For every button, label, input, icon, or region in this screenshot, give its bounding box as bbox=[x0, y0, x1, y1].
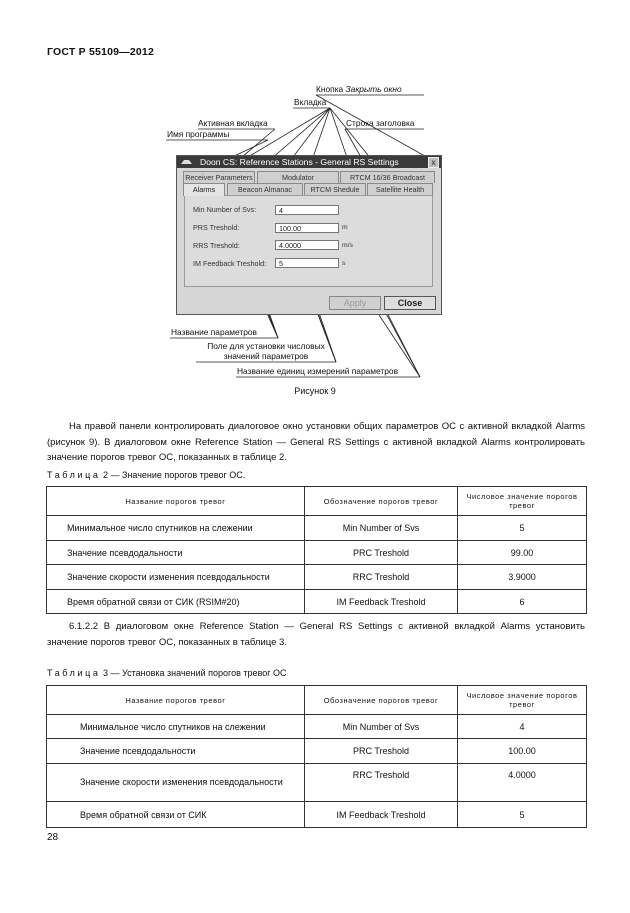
table-row bbox=[47, 764, 587, 802]
prs-treshold-input[interactable]: 100.00 bbox=[275, 223, 339, 233]
table-2-header-name: Название порогов тревог bbox=[47, 487, 305, 516]
param-label-im-feedback: IM Feedback Treshold: bbox=[193, 259, 267, 268]
callout-close-button-prefix: Кнопка bbox=[316, 84, 346, 94]
close-icon: x bbox=[431, 158, 436, 167]
table-2-header-row bbox=[47, 487, 587, 516]
min-svs-input[interactable]: 4 bbox=[275, 205, 339, 215]
table-cell: Значение скорости изменения псевдодальности bbox=[47, 565, 305, 590]
table-row bbox=[47, 516, 587, 541]
param-label-min-svs: Min Number of Svs: bbox=[193, 205, 257, 214]
table-cell: IM Feedback Treshold bbox=[305, 590, 458, 614]
table-cell: Значение псевдодальности bbox=[47, 739, 305, 764]
tab-beacon-almanac[interactable]: Beacon Almanac bbox=[227, 183, 303, 195]
unit-prs: m bbox=[342, 224, 348, 231]
table-row bbox=[47, 715, 587, 739]
tab-alarms[interactable]: Alarms bbox=[183, 183, 225, 196]
callout-close-button-italic: Закрыть окно bbox=[345, 84, 402, 94]
tab-modulator[interactable]: Modulator bbox=[257, 171, 339, 183]
dialog-window bbox=[176, 155, 442, 315]
table-cell: Min Number of Svs bbox=[305, 715, 458, 739]
figure-9 bbox=[0, 0, 630, 400]
table-cell: 4.0000 bbox=[458, 764, 587, 802]
table-cell: RRC Treshold bbox=[305, 764, 458, 802]
tab-receiver-parameters[interactable]: Receiver Parameters bbox=[183, 171, 255, 183]
param-label-prs: PRS Treshold: bbox=[193, 223, 240, 232]
table-row bbox=[47, 739, 587, 764]
title-bar bbox=[177, 156, 441, 168]
callout-program-name: Имя программы bbox=[167, 129, 230, 139]
tab-rtcm-broadcast[interactable]: RTCM 16/36 Broadcast bbox=[340, 171, 435, 183]
table-cell: 5 bbox=[458, 802, 587, 828]
table-row bbox=[47, 590, 587, 614]
tab-satellite-health[interactable]: Satellite Health bbox=[367, 183, 433, 195]
table-3 bbox=[46, 685, 587, 828]
window-title-text: Reference Stations - General RS Settings bbox=[239, 157, 399, 167]
callout-input-field-line1: Поле для установки числовых bbox=[207, 341, 325, 351]
table-3-header-designation: Обозначение порогов тревог bbox=[305, 686, 458, 715]
table-cell: PRC Treshold bbox=[305, 739, 458, 764]
table-row bbox=[47, 802, 587, 828]
table-cell: IM Feedback Treshold bbox=[305, 802, 458, 828]
im-feedback-input[interactable]: 5 bbox=[275, 258, 339, 268]
table-cell: RRC Treshold bbox=[305, 565, 458, 590]
table-2-caption bbox=[47, 470, 245, 480]
table-3-caption bbox=[47, 668, 287, 678]
paragraph-2: 6.1.2.2 В диалоговом окне Reference Station — General RS Settings с активной вкладкой Alarms установить значение порогов тревог ОС, показанных в таблице 3. bbox=[47, 621, 585, 648]
callout-input-field bbox=[194, 341, 338, 361]
callout-close-button bbox=[316, 84, 402, 94]
table-cell: 5 bbox=[458, 516, 587, 541]
close-window-button[interactable] bbox=[428, 157, 439, 168]
table-2 bbox=[46, 486, 587, 614]
program-name: Doon CS: bbox=[200, 157, 238, 167]
table-cell: Время обратной связи от СИК bbox=[47, 802, 305, 828]
table-2-caption-rest: 2 — Значение порогов тревог ОС. bbox=[100, 470, 246, 480]
table-3-header-row bbox=[47, 686, 587, 715]
table-2-header-value: Числовое значение порогов тревог bbox=[458, 487, 587, 516]
table-3-caption-word: Таблица bbox=[47, 668, 101, 678]
param-label-rrs: RRS Treshold: bbox=[193, 241, 240, 250]
paragraph-1: На правой панели контролировать диалоговое окно установки общих параметров ОС с активной вкладкой Alarms (рисунок 9). В диалоговом окне Reference Station — General RS Settings с активной вкладкой Alarms контролировать значение порогов тревог ОС, показанных в таблице 2. bbox=[47, 421, 585, 463]
document-header: ГОСТ Р 55109—2012 bbox=[47, 46, 155, 58]
unit-im-feedback: s bbox=[342, 260, 346, 267]
table-row bbox=[47, 541, 587, 565]
system-menu-icon[interactable] bbox=[181, 159, 192, 165]
table-cell: Min Number of Svs bbox=[305, 516, 458, 541]
figure-caption: Рисунок 9 bbox=[294, 386, 336, 396]
table-row bbox=[47, 565, 587, 590]
table-cell: 100.00 bbox=[458, 739, 587, 764]
table-3-header-name: Название порогов тревог bbox=[47, 686, 305, 715]
rrs-treshold-input[interactable]: 4.0000 bbox=[275, 240, 339, 250]
tab-rtcm-shedule[interactable]: RTCM Shedule bbox=[304, 183, 366, 195]
table-2-header-designation: Обозначение порогов тревог bbox=[305, 487, 458, 516]
table-cell: Значение псевдодальности bbox=[47, 541, 305, 565]
table-cell: PRC Treshold bbox=[305, 541, 458, 565]
close-button[interactable]: Close bbox=[384, 296, 436, 310]
callout-title-bar: Строка заголовка bbox=[346, 118, 415, 128]
callout-active-tab: Активная вкладка bbox=[198, 118, 268, 128]
table-cell: 3.9000 bbox=[458, 565, 587, 590]
table-cell: 4 bbox=[458, 715, 587, 739]
window-title bbox=[200, 156, 399, 168]
apply-button[interactable]: Apply bbox=[329, 296, 381, 310]
unit-rrs: m/s bbox=[342, 242, 353, 249]
table-2-caption-word: Таблица bbox=[47, 470, 101, 480]
table-cell: Значение скорости изменения псевдодальности bbox=[47, 764, 305, 802]
page-number: 28 bbox=[47, 832, 59, 843]
callout-tab: Вкладка bbox=[294, 97, 327, 107]
callout-unit-names: Название единиц измерений параметров bbox=[237, 366, 399, 376]
table-cell: 6 bbox=[458, 590, 587, 614]
table-3-caption-rest: 3 — Установка значений порогов тревог ОС bbox=[100, 668, 287, 678]
callout-param-names: Название параметров bbox=[171, 327, 257, 337]
table-cell: Минимальное число спутников на слежении bbox=[47, 715, 305, 739]
table-3-header-value: Числовое значение порогов тревог bbox=[458, 686, 587, 715]
callout-input-field-line2: значений параметров bbox=[223, 351, 309, 361]
table-cell: Минимальное число спутников на слежении bbox=[47, 516, 305, 541]
table-cell: Время обратной связи от СИК (RSIM#20) bbox=[47, 590, 305, 614]
table-cell: 99.00 bbox=[458, 541, 587, 565]
